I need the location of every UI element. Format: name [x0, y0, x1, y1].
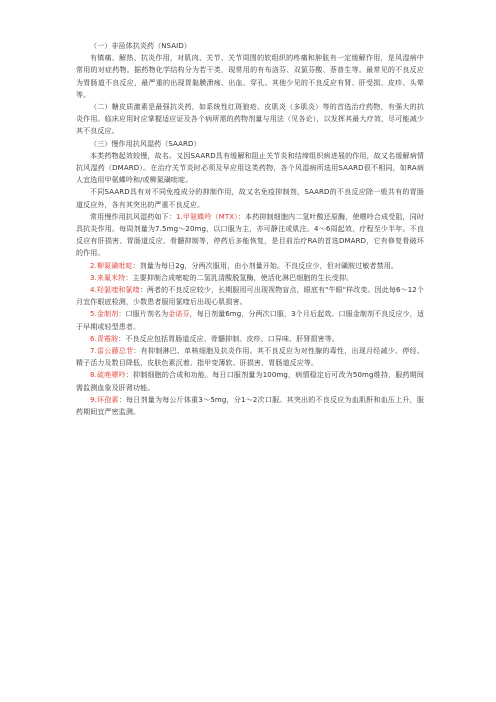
drug-term: 5.金制剂 — [90, 310, 119, 319]
drug-text: ：不良反应包括胃肠道反应、骨髓抑制、皮疹、口异味、肝肾损害等。 — [118, 334, 340, 343]
drug-text-mtx: ：本药抑制细胞内二氢叶酸还原酶，使嘌呤合成受阻，同时具抗炎作用。每周剂量为7.5mg～20mg，以口服为主，亦可静注或肌注。4～6周起效，疗程至少半年。不良反应有肝损害、胃肠道反应、骨髓抑制等，停药后多能恢复，是目前治疗RA的首选DMARD，它有修复骨破坏的作用。 — [76, 212, 425, 258]
drug-text: ，每日剂量6mg，分两次口服，3个月后起效。口服金制剂不良反应少，适于早期或轻型患者。 — [76, 310, 425, 331]
drug-term: 2.柳氮磺吡啶 — [90, 261, 133, 270]
drug-item-leflunomide — [76, 272, 424, 284]
glucocorticoid-body: 是最强抗炎药，如系统性红斑狼疮、皮肌炎（多肌炎）等的首选治疗药物，有强大的抗炎作用。临床应用时应掌握适应证及各个病所需的药物剂量与用法（见各论），以发挥其最大疗效，尽可能减少其不良反应。 — [76, 103, 425, 136]
drug-term: 7.雷公藤总苷 — [90, 347, 134, 356]
drug-item-gold — [76, 308, 424, 332]
drug-term: 9.环孢素 — [90, 395, 119, 404]
paragraph-saard-1: 本类药物起效较慢，故名。又因SAARD具有缓解和阻止关节炎和结缔组织病进展的作用，故又名缓解病情抗风湿药（DMARD）。在治疗关节炎时必须及早应用这类药物，各个风湿病所选用SAARD很不相同，如RA病人宜选用甲氨蝶呤和/或柳氮磺吡啶。 — [76, 151, 424, 185]
saard-list-lead: 常用慢作用抗风湿药如下： — [90, 212, 176, 221]
section-heading-nsaid: （一）非甾体抗炎药（NSAID） — [90, 42, 191, 50]
drug-term-mtx: 1.甲氨蝶呤（MTX） — [175, 212, 238, 221]
drug-item-tripterygium — [76, 345, 424, 369]
drug-item-sulfasalazine — [76, 260, 424, 272]
paragraph-glucocorticoid — [76, 101, 424, 138]
drug-term-auranofin: 金诺芬 — [168, 310, 190, 319]
drug-text: ：两者的不良反应较少，长期服用可出现视物盲点，眼底有"牛眼"样改变。因此每6～12个月宜作眼底检测，少数患者服用氯喹后出现心肌损害。 — [76, 286, 424, 307]
drug-item-cyclosporine — [76, 394, 424, 418]
drug-item-penicillamine — [76, 333, 424, 345]
section-heading-glucocorticoid: （二）糖皮质激素 — [90, 103, 149, 112]
drug-text: ：抑制细胞的合成和功能。每日口服剂量为100mg，病情稳定后可改为50mg维持，服药期间需监测血象及肝肾功能。 — [76, 371, 424, 392]
paragraph-saard-2: 不同SAARD具有对不同免疫成分的抑制作用，故又名免疫抑制剂，SAARD的不良反应除一般共有的胃肠道反应外，各有其突出的严重不良反应。 — [76, 188, 424, 209]
drug-term: 8.硫唑嘌呤 — [90, 371, 126, 380]
drug-text-pre: ：口服片剂名为 — [118, 310, 169, 319]
drug-text: ：每日剂量为每公斤体重3～5mg，分1～2次口服。其突出的不良反应为血肌酐和血压上升，服药期间宜严密监测。 — [76, 395, 425, 417]
drug-item-hydroxychloroquine — [76, 284, 424, 308]
drug-item-azathioprine — [76, 369, 424, 393]
drug-term: 6.青霉胺 — [90, 334, 119, 343]
drug-term: 4.羟氯喹和氯喹 — [90, 286, 140, 295]
document-content — [76, 40, 424, 418]
section-heading-saard: （三）慢作用抗风湿药（SAARD） — [90, 139, 201, 148]
drug-text: ：主要抑制合成嘧啶的二氢乳清酸脱氢酶，使活化淋巴细胞的生长受抑。 — [125, 273, 354, 282]
drug-term: 3.来氟米特 — [90, 273, 126, 282]
drug-text: ：有抑制淋巴、单核细胞及抗炎作用。其不良反应为对性腺的毒性，出现月经减少、停经、精子活力及数目降低、皮肤色素沉着、指甲变薄软、肝损害、胃肠道反应等。 — [76, 347, 424, 368]
drug-text: ：剂量为每日2g，分两次服用，由小剂量开始。不良反应少，但对磺胺过敏者禁用。 — [132, 261, 398, 270]
paragraph-nsaid: 有镇痛、解热、抗炎作用，对肌肉、关节、关节周围的软组织的疼痛和肿胀有一定缓解作用，是风湿病中常用的对症药物。据药物化学结构分为若干类，现常用的有布洛芬、双氯芬酸、萘普生等。最常见的不良反应为胃肠道不良反应，最严重的出现胃黏膜溃疡、出血、穿孔。其他少见的不良反应有肾、肝受损、皮疹、头晕等。 — [76, 54, 424, 99]
paragraph-saard-mtx — [76, 211, 424, 260]
